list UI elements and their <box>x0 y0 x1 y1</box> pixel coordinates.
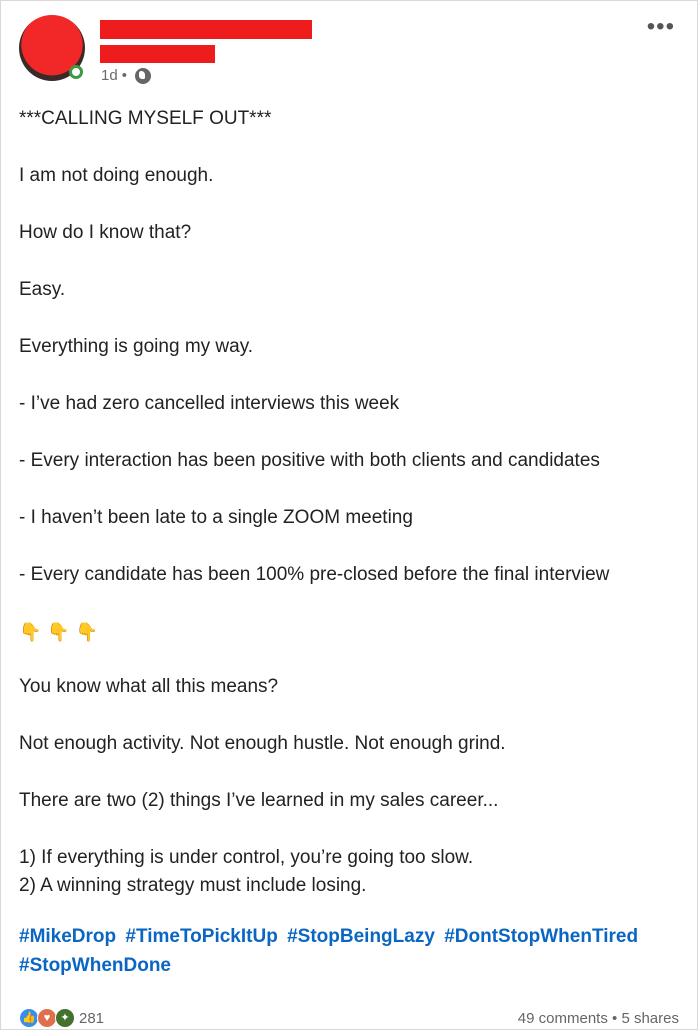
reaction-count: 281 <box>79 1009 105 1027</box>
post-line: ***CALLING MYSELF OUT*** <box>19 108 272 129</box>
post-line: How do I know that? <box>19 222 192 243</box>
pointing-down-icon: 👇 <box>47 622 70 642</box>
heart-reaction-icon: ♥ <box>37 1008 57 1028</box>
globe-icon <box>135 68 151 84</box>
pointing-down-icon: 👇 <box>75 622 99 642</box>
post-line: - I haven’t been late to a single ZOOM meeting <box>19 507 413 528</box>
reactions-summary[interactable] <box>19 1008 104 1028</box>
hashtag-link[interactable]: #MikeDrop <box>19 926 117 947</box>
online-status-icon <box>69 65 83 79</box>
post-line: Everything is going my way. <box>19 336 254 357</box>
stats-separator: • <box>612 1009 618 1027</box>
hashtag-list <box>19 922 679 980</box>
celebrate-reaction-icon: ✦ <box>55 1008 75 1028</box>
post-line: Not enough activity. Not enough hustle. Not enough grind. <box>19 733 506 754</box>
post-line: - I’ve had zero cancelled interviews this week <box>19 393 400 414</box>
shares-link[interactable]: 5 shares <box>621 1009 679 1027</box>
redacted-author-name <box>100 20 312 39</box>
post-footer <box>19 1008 679 1028</box>
hashtag-link[interactable]: #StopBeingLazy <box>287 926 435 947</box>
post-line: - Every candidate has been 100% pre-closed before the final interview <box>19 564 610 585</box>
redacted-author-headline <box>100 45 215 63</box>
hashtag-link[interactable]: #DontStopWhenTired <box>444 926 639 947</box>
post-line: Easy. <box>19 279 66 300</box>
post-line: You know what all this means? <box>19 676 279 697</box>
like-reaction-icon: 👍 <box>19 1008 39 1028</box>
hashtag-link[interactable]: #TimeToPickItUp <box>125 926 278 947</box>
list-item: 1) If everything is under control, you’re going too slow. <box>19 847 474 868</box>
hashtag-link[interactable]: #StopWhenDone <box>19 955 171 976</box>
post-line: I am not doing enough. <box>19 165 214 186</box>
post-line: - Every interaction has been positive with both clients and candidates <box>19 450 600 471</box>
more-options-icon[interactable]: ••• <box>646 13 675 40</box>
avatar[interactable] <box>19 15 87 83</box>
pointing-down-icon: 👇 <box>19 622 42 642</box>
post-line: There are two (2) things I’ve learned in my sales career... <box>19 790 499 811</box>
meta-separator: • <box>121 67 127 84</box>
comments-link[interactable]: 49 comments <box>517 1009 608 1027</box>
post-meta <box>101 67 151 84</box>
list-item: 2) A winning strategy must include losing. <box>19 875 367 896</box>
post-body <box>19 105 679 980</box>
post-time: 1d <box>101 67 118 84</box>
engagement-stats <box>518 1010 679 1027</box>
pointing-down-emoji-row <box>19 618 679 646</box>
